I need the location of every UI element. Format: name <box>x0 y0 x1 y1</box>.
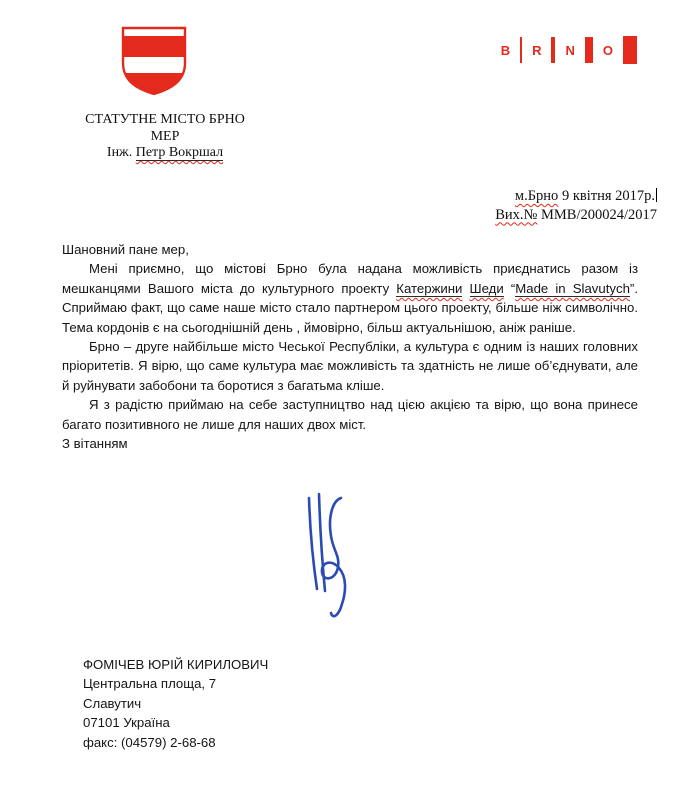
salutation[interactable]: Шановний пане мер, <box>62 242 189 257</box>
letter-body <box>62 240 638 453</box>
brno-logo <box>501 36 637 64</box>
place-date-line[interactable] <box>495 187 657 206</box>
paragraph-1[interactable]: Мені приємно, що містові Брно була надана можливість приєднатись разом із мешканцями Вашого міста до культурного проекту Катержини Шеди “Made in Slavutych”. Сприймаю факт, що саме наше місто стало партнером цього проекту, більше ніж символічно. Тема кордонів є на сьогоднішній день , ймовірно, більш актуальнішою, аніж раніше. <box>62 261 638 335</box>
mayor-name-line[interactable] <box>58 145 272 162</box>
sender-title-line[interactable]: МЕР <box>150 128 180 144</box>
mayor-name: Петр Вокршал <box>135 145 224 160</box>
logo-letter-n: N <box>565 42 575 58</box>
recipient-name[interactable]: ФОМІЧЕВ ЮРІЙ КИРИЛОВИЧ <box>83 657 269 672</box>
signature-scribble <box>297 492 353 624</box>
logo-bar-2 <box>551 37 555 63</box>
logo-letter-o: O <box>602 42 613 58</box>
closing-salutation[interactable]: З вітанням <box>62 436 128 452</box>
reference-label: Вих.№ <box>495 206 538 223</box>
mayor-name-prefix: Інж. <box>106 145 136 160</box>
date-text: 9 квітня 2017р. <box>558 188 655 204</box>
reference-line[interactable] <box>495 206 657 225</box>
recipient-fax[interactable]: факс: (04579) 2-68-68 <box>83 734 216 750</box>
recipient-postal-country[interactable]: 07101 Україна <box>83 715 170 731</box>
recipient-block <box>83 655 268 752</box>
reference-number: MMB/200024/2017 <box>537 206 657 223</box>
logo-letter-r: R <box>532 42 542 58</box>
logo-letter-b: B <box>500 42 511 58</box>
brno-coat-of-arms-icon <box>118 25 190 97</box>
recipient-city[interactable]: Славутич <box>83 695 142 711</box>
paragraph-2[interactable]: Брно – друге найбільше місто Чеської Республіки, а культура є одним із наших головних пріоритетів. Я вірю, що саме культура має можливість та здатність не лише об’єднувати, але й руйнувати забобони та боротися з багатьма кліше. <box>62 339 638 393</box>
paragraph-3[interactable]: Я з радістю приймаю на себе заступництво над цією акцією та вірю, що вона принесе багато позитивного не лише для наших двох міст. <box>62 397 638 432</box>
city-label: м.Брно <box>514 188 559 204</box>
recipient-street[interactable]: Центральна площа, 7 <box>83 676 217 692</box>
logo-bar-1 <box>520 37 522 63</box>
logo-bar-4 <box>623 36 637 64</box>
logo-bar-3 <box>585 37 593 63</box>
letter-meta <box>495 187 657 224</box>
sender-header <box>58 112 272 162</box>
text-cursor <box>656 188 657 202</box>
sender-city-line[interactable]: СТАТУТНЕ МІСТО БРНО <box>85 112 245 127</box>
